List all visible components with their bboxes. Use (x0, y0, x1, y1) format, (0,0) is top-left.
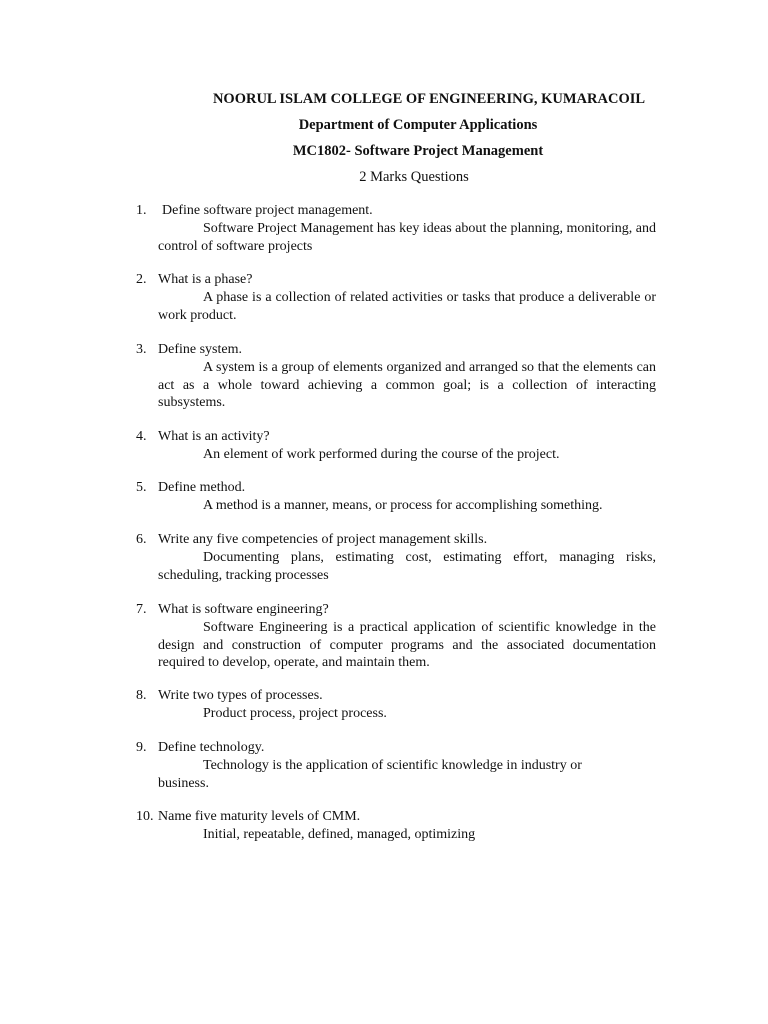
question-text: Write two types of processes. (158, 688, 323, 703)
answer-text: Software Project Management has key ideas about the planning, monitoring, and control of software projects (158, 221, 656, 254)
question-text: What is software engineering? (158, 602, 329, 617)
question-text: What is an activity? (158, 429, 270, 444)
answer-text: Technology is the application of scientific knowledge in industry or business. (158, 758, 582, 791)
department-name: Department of Computer Applications (298, 117, 538, 133)
question-text: Define technology. (158, 740, 265, 755)
college-name: NOORUL ISLAM COLLEGE OF ENGINEERING, KUMARACOIL (212, 91, 646, 107)
question-text: What is a phase? (158, 272, 253, 287)
question-number: 1. (136, 203, 147, 218)
answer-text: Product process, project process. (203, 706, 387, 721)
question-text: Define method. (158, 480, 246, 495)
answer-text: Initial, repeatable, defined, managed, optimizing (203, 827, 476, 842)
answer-text: A method is a manner, means, or process for accomplishing something. (203, 498, 603, 513)
answer-text: Documenting plans, estimating cost, estimating effort, managing risks, scheduling, tracking processes (158, 550, 656, 583)
section-subtitle: 2 Marks Questions (359, 169, 469, 185)
question-number: 4. (136, 429, 147, 444)
answer-text: A phase is a collection of related activities or tasks that produce a deliverable or work product. (158, 290, 656, 323)
question-number: 10. (136, 809, 154, 824)
question-number: 2. (136, 272, 147, 287)
question-number: 6. (136, 532, 147, 547)
question-text: Define system. (158, 342, 242, 357)
answer-text: An element of work performed during the course of the project. (203, 447, 560, 462)
question-number: 5. (136, 480, 147, 495)
question-number: 3. (136, 342, 147, 357)
answer-text: Software Engineering is a practical application of scientific knowledge in the design and construction of computer programs and the associated documentation required to develop, operate, and maintain them. (158, 620, 656, 670)
question-number: 8. (136, 688, 147, 703)
question-text: Name five maturity levels of CMM. (158, 809, 361, 824)
question-number: 9. (136, 740, 147, 755)
course-title: MC1802- Software Project Management (292, 143, 544, 159)
question-text: Define software project management. (162, 203, 373, 218)
question-text: Write any five competencies of project management skills. (158, 532, 488, 547)
question-number: 7. (136, 602, 147, 617)
answer-text: A system is a group of elements organized and arranged so that the elements can act as a whole toward achieving a common goal; is a collection of interacting subsystems. (158, 360, 656, 410)
